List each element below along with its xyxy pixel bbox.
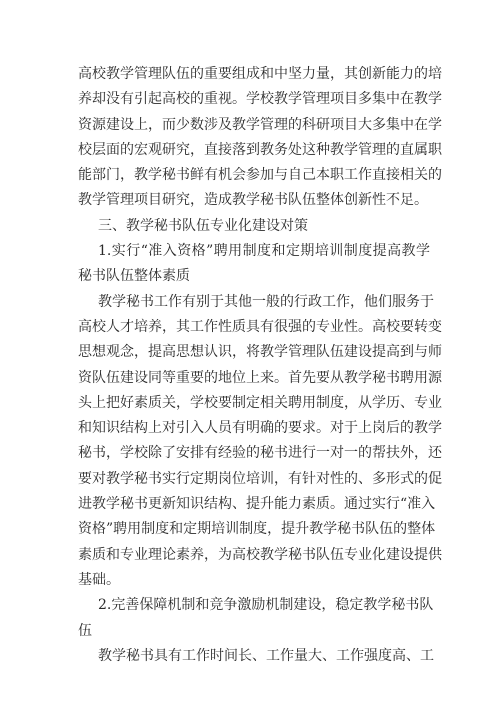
subsection-heading: 1.实行“准入资格”聘用制度和定期培训制度提高教学 (98, 243, 430, 260)
paragraph-start: 教学秘书具有工作时间长、工作量大、工作强度高、工 (98, 647, 434, 664)
text-line: 高校人才培养，其工作性质具有很强的专业性。高校要转变 (78, 318, 442, 335)
section-heading: 三、教学秘书队伍专业化建设对策 (98, 217, 308, 234)
document-body (78, 62, 442, 669)
text-line: 基础。 (78, 571, 120, 588)
text-line: 教学管理项目研究，造成教学秘书队伍整体创新性不足。 (78, 192, 428, 209)
text-line: 思想观念，提高思想认识，将教学管理队伍建设提高到与师 (78, 344, 442, 361)
text-line: 资格”聘用制度和定期培训制度，提升教学秘书队伍的整体 (78, 521, 436, 538)
subsection-heading: 2.完善保障机制和竞争激励机制建设，稳定教学秘书队 (98, 597, 434, 614)
text-line: 校层面的宏观研究，直接落到教务处这种教学管理的直属职 (78, 141, 442, 158)
text-line: 养却没有引起高校的重视。学校教学管理项目多集中在教学 (78, 91, 442, 108)
text-line: 要对教学秘书实行定期岗位培训，有针对性的、多形式的促 (78, 470, 442, 487)
text-line: 资队伍建设同等重要的地位上来。首先要从教学秘书聘用源 (78, 369, 442, 386)
text-line: 能部门，教学秘书鲜有机会参加与自己本职工作直接相关的 (78, 167, 442, 184)
text-line: 秘书，学校除了安排有经验的秘书进行一对一的帮扶外，还 (78, 445, 442, 462)
text-line: 素质和专业理论素养，为高校教学秘书队伍专业化建设提供 (78, 546, 442, 563)
text-line: 高校教学管理队伍的重要组成和中坚力量，其创新能力的培 (78, 66, 442, 82)
text-line: 和知识结构上对引入人员有明确的要求。对于上岗后的教学 (78, 420, 442, 437)
text-line: 资源建设上，而少数涉及教学管理的科研项目大多集中在学 (78, 116, 442, 133)
subsection-heading-cont: 秘书队伍整体素质 (78, 268, 190, 285)
text-line: 进教学秘书更新知识结构、提升能力素质。通过实行“准入 (78, 496, 436, 513)
subsection-heading-cont: 伍 (78, 622, 92, 639)
text-line: 头上把好素质关，学校要制定相关聘用制度，从学历、专业 (78, 394, 442, 411)
paragraph-start: 教学秘书工作有别于其他一般的行政工作，他们服务于 (98, 293, 434, 310)
